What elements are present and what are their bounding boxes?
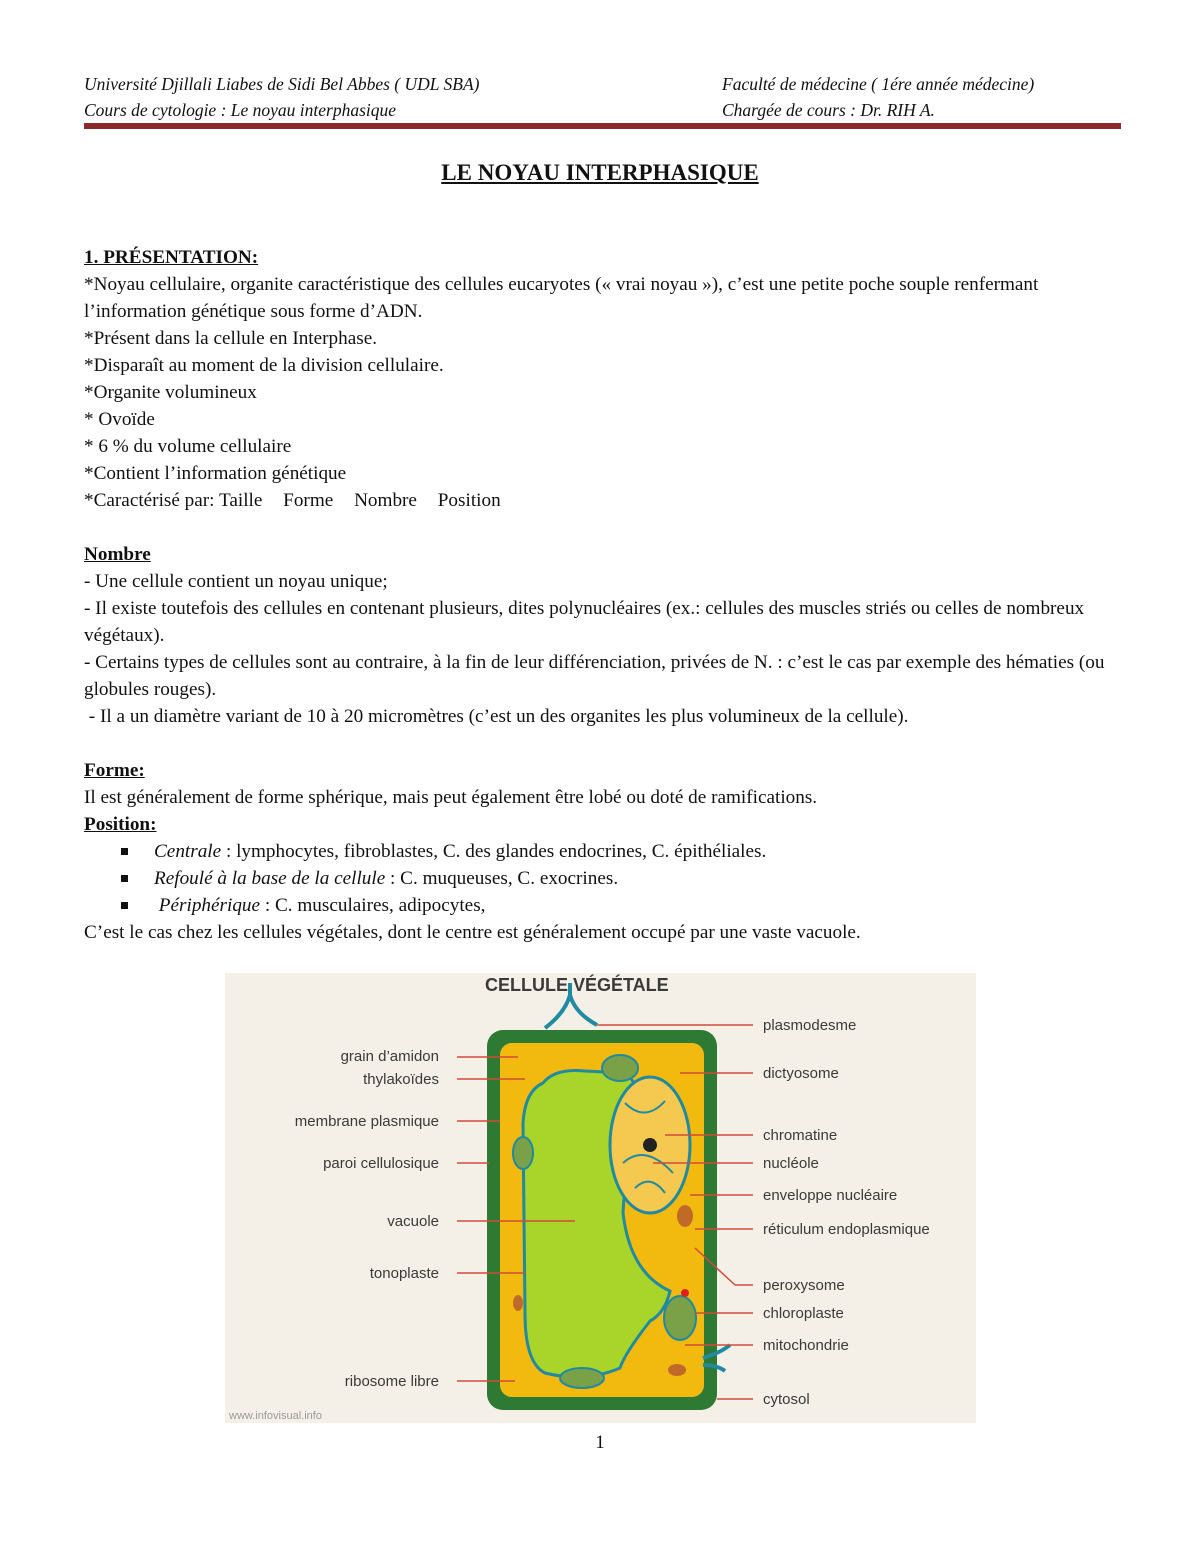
label-mitochondrie: mitochondrie (763, 1337, 849, 1354)
mitochondrion (668, 1364, 686, 1376)
label-vacuole: vacuole (387, 1213, 439, 1230)
plant-cell-figure (225, 973, 976, 1423)
label-chromatine: chromatine (763, 1127, 838, 1144)
position-rest: : C. muqueuses, C. exocrines. (385, 868, 619, 889)
characteristic-item: Position (437, 490, 501, 511)
nucleolus (643, 1138, 657, 1152)
header-course: Cours de cytologie : Le noyau interphasique (84, 100, 397, 120)
header-lecturer: Chargée de cours : Dr. RIH A. (722, 100, 935, 120)
presentation-line: * 6 % du volume cellulaire (84, 436, 292, 457)
chloroplast (513, 1137, 533, 1169)
labels-right (763, 1017, 930, 1408)
header-line-1 (84, 73, 1120, 95)
position-bullet (84, 838, 1120, 865)
nombre-line: - Il a un diamètre variant de 10 à 20 micromètres (c’est un des organites les plus volumineux de la cellule). (84, 706, 909, 727)
mitochondrion (677, 1205, 693, 1227)
mitochondrion (513, 1295, 523, 1311)
characteristic-item: Nombre (354, 490, 417, 511)
forme-text: Il est généralement de forme sphérique, mais peut également être lobé ou doté de ramifications. (84, 787, 818, 808)
label-plasmodesme: plasmodesme (763, 1017, 857, 1034)
presentation-line: *Organite volumineux (84, 382, 257, 403)
position-term: Périphérique (154, 895, 261, 916)
characterized-line (84, 487, 1120, 514)
chloroplast (560, 1368, 604, 1388)
position-term: Refoulé à la base de la cellule (154, 868, 386, 889)
forme-heading: Forme: (84, 760, 145, 781)
label-reticulum: réticulum endoplasmique (763, 1221, 930, 1238)
characteristic-item: Taille (218, 490, 263, 511)
document-body (84, 244, 1120, 946)
presentation-line: *Noyau cellulaire, organite caractéristique des cellules eucaryotes (« vrai noyau »), c’est une petite poche souple renfermant l’information génétique sous forme d’ADN. (84, 274, 1039, 322)
labels-left (295, 1048, 439, 1390)
header-rule (84, 123, 1121, 129)
nombre-heading: Nombre (84, 544, 151, 565)
position-bullet (84, 892, 1120, 919)
label-ribosome-libre: ribosome libre (344, 1373, 439, 1390)
presentation-heading: 1. PRÉSENTATION: (84, 247, 259, 268)
position-heading: Position: (84, 814, 157, 835)
nombre-line: - Il existe toutefois des cellules en contenant plusieurs, dites polynucléaires (ex.: cellules des muscles striés ou celles de nombreux végétaux). (84, 598, 1085, 646)
plant-cell-diagram (225, 973, 976, 1423)
label-cytosol: cytosol (763, 1391, 810, 1408)
figure-watermark: www.infovisual.info (229, 1410, 322, 1422)
presentation-line: *Contient l’information génétique (84, 463, 347, 484)
label-grain-amidon: grain d’amidon (340, 1048, 439, 1065)
presentation-line: * Ovoïde (84, 409, 155, 430)
header-university: Université Djillali Liabes de Sidi Bel Abbes ( UDL SBA) (84, 74, 480, 94)
page-title: LE NOYAU INTERPHASIQUE (441, 160, 759, 185)
position-rest: : lymphocytes, fibroblastes, C. des glandes endocrines, C. épithéliales. (221, 841, 767, 862)
figure-title: CELLULE VÉGÉTALE (485, 975, 669, 995)
label-membrane-plasmique: membrane plasmique (294, 1113, 439, 1130)
position-term: Centrale (154, 841, 222, 862)
header-faculty: Faculté de médecine ( 1ére année médecine) (722, 74, 1035, 94)
characterized-prefix: *Caractérisé par: (84, 490, 215, 511)
presentation-line: *Disparaît au moment de la division cellulaire. (84, 355, 444, 376)
label-thylakoides: thylakoïdes (363, 1071, 439, 1088)
position-rest: : C. musculaires, adipocytes, (260, 895, 486, 916)
presentation-line: *Présent dans la cellule en Interphase. (84, 328, 378, 349)
nombre-line: - Une cellule contient un noyau unique; (84, 571, 388, 592)
peroxysome (681, 1289, 689, 1297)
page-number: 1 (595, 1432, 605, 1453)
chloroplast (602, 1055, 638, 1081)
nombre-line: - Certains types de cellules sont au contraire, à la fin de leur différenciation, privées de N. : c’est le cas par exemple des hématies (ou globules rouges). (84, 652, 1105, 700)
label-chloroplaste: chloroplaste (763, 1305, 844, 1322)
label-paroi-cellulosique: paroi cellulosique (323, 1155, 439, 1172)
label-nucleole: nucléole (763, 1155, 819, 1172)
header-line-2 (84, 99, 1120, 121)
label-tonoplaste: tonoplaste (369, 1265, 439, 1282)
label-dictyosome: dictyosome (763, 1065, 839, 1082)
characteristic-item: Forme (283, 490, 334, 511)
chloroplast (664, 1296, 696, 1340)
position-bullet (84, 865, 1120, 892)
position-closing: C’est le cas chez les cellules végétales, dont le centre est généralement occupé par une vaste vacuole. (84, 922, 861, 943)
label-enveloppe-nucleaire: enveloppe nucléaire (763, 1187, 898, 1204)
label-peroxysome: peroxysome (763, 1277, 845, 1294)
